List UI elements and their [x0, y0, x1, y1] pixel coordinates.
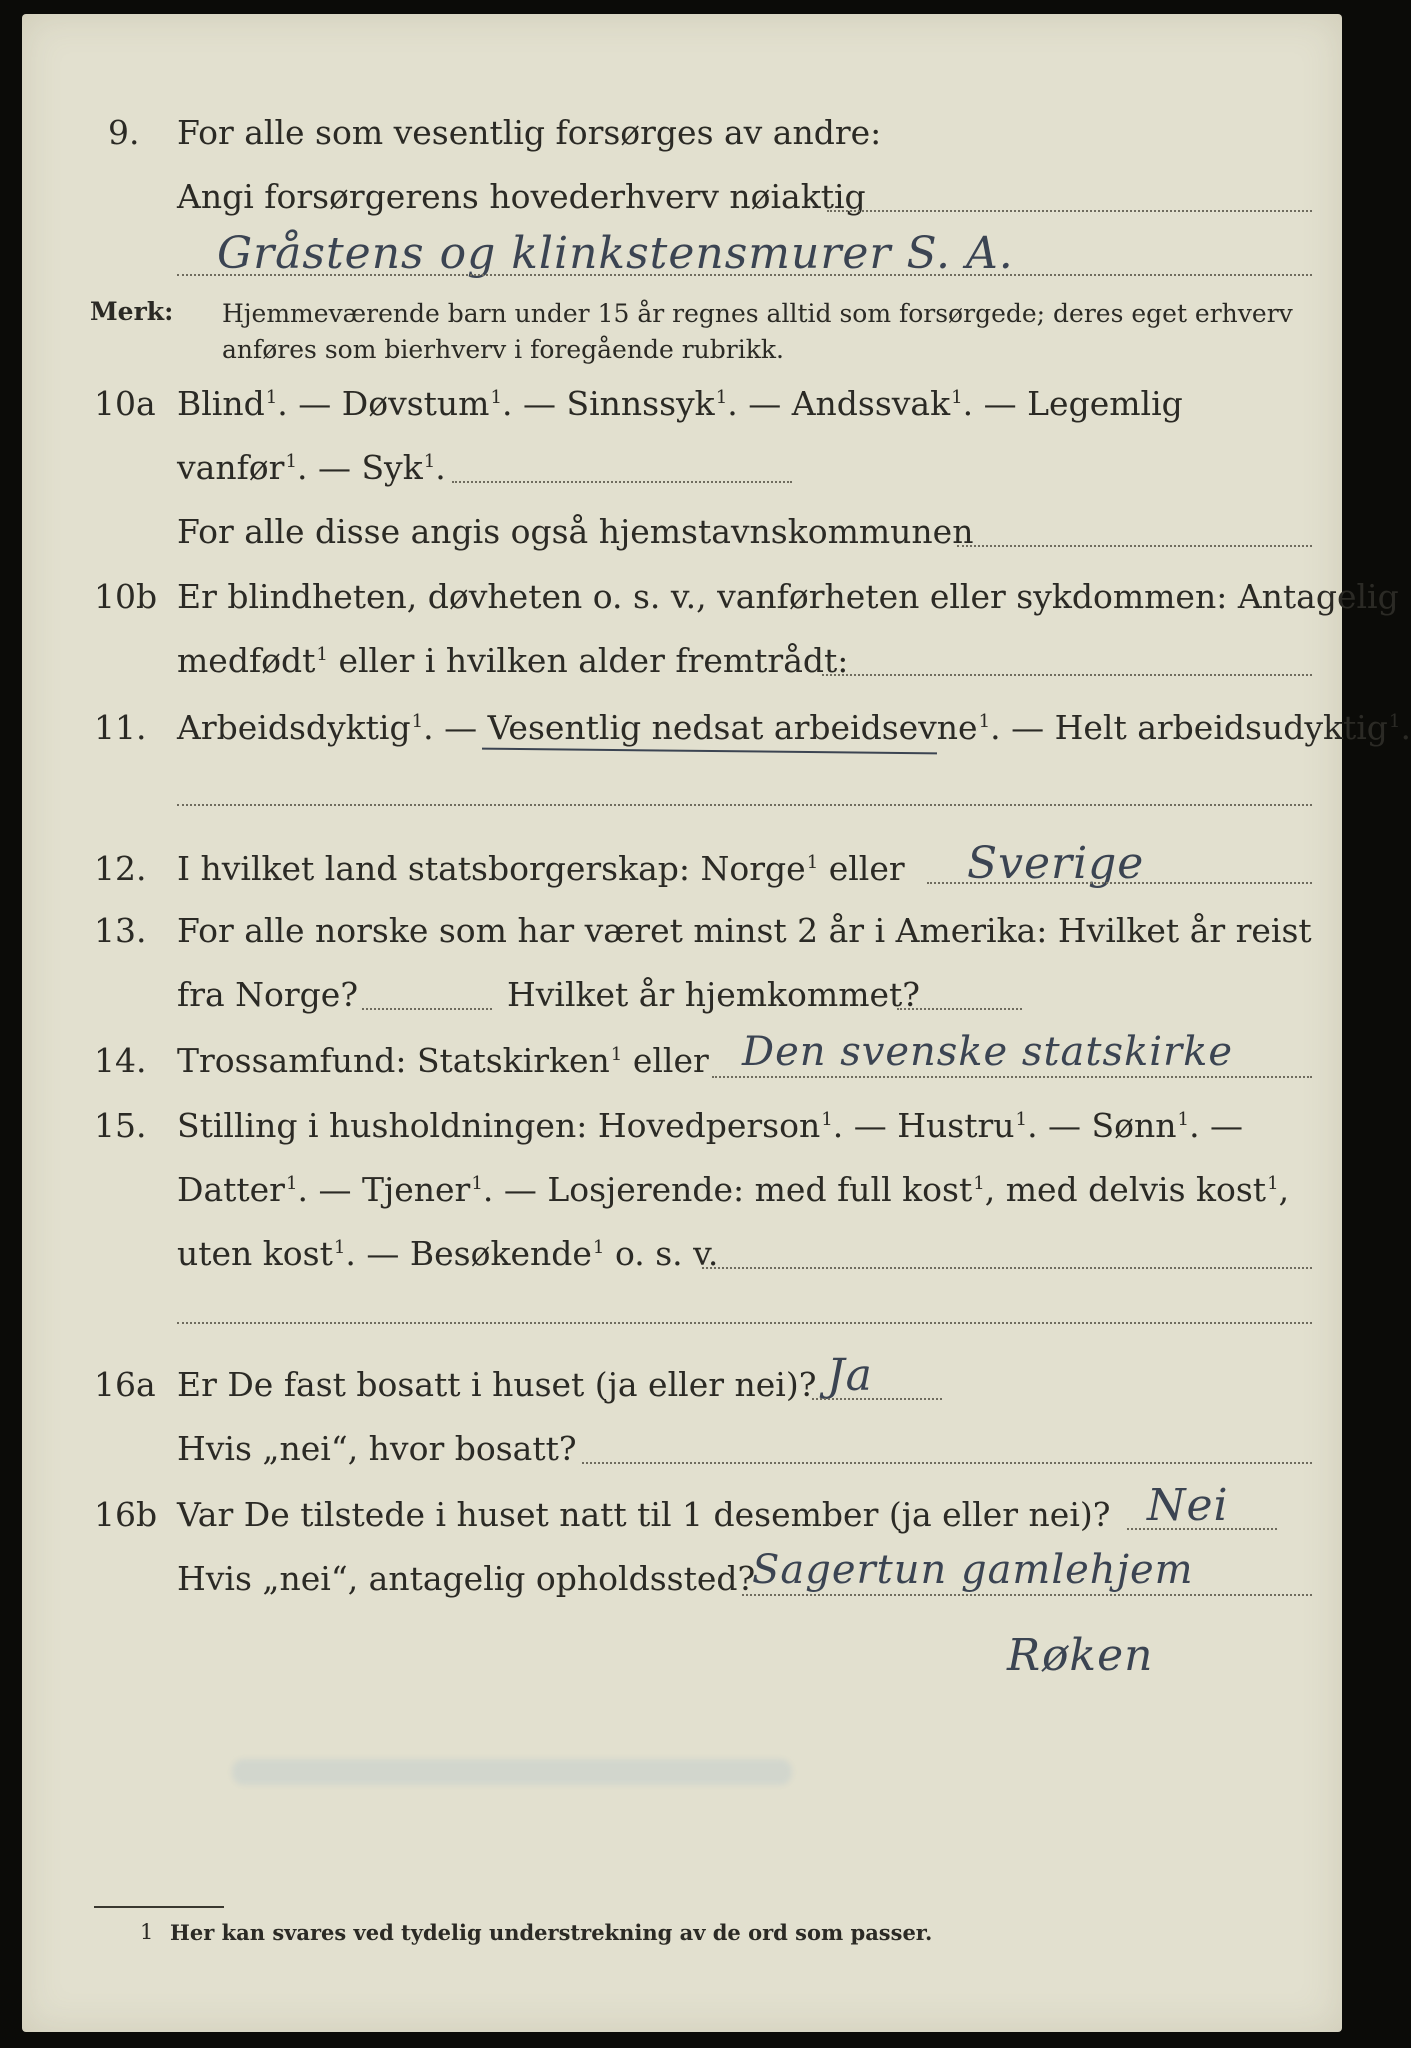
q15-line2: Datter$^1$. — Tjener$^1$. — Losjerende: med full kost$^1$, med delvis kost$^1$, [177, 1170, 1290, 1209]
q16b-line1: Var De tilstede i huset natt til 1 desember (ja eller nei)? [177, 1495, 1111, 1534]
q9-number: 9. [108, 113, 140, 152]
q12-line: I hvilket land statsborgerskap: Norge$^1$ eller [177, 849, 905, 888]
q10a-syk-fill-line [452, 481, 792, 483]
q16b-line2: Hvis „nei“, antagelig opholdssted? [177, 1559, 756, 1598]
q10a-line2: vanfør$^1$. — Syk$^1$. [177, 448, 446, 487]
q11-fill-line [177, 804, 1312, 806]
footnote-mark: 1 [140, 1920, 154, 1944]
faded-stamp [232, 1759, 792, 1785]
q9-line1: For alle som vesentlig forsørges av andre: [177, 113, 882, 152]
q10a-line1: Blind$^1$. — Døvstum$^1$. — Sinnssyk$^1$. — Andssvak$^1$. — Legemlig [177, 384, 1183, 423]
q9-answer: Gråstens og klinkstensmurer S. A. [217, 228, 1014, 279]
q14-fill-line [712, 1076, 1312, 1078]
q16b-answer1: Nei [1147, 1480, 1229, 1531]
merk-line2: anføres som bierhverv i foregående rubrikk. [222, 335, 784, 364]
q11-hand-underline [482, 748, 937, 755]
q15-extra-fill-line [177, 1322, 1312, 1324]
census-form-page [22, 14, 1411, 2032]
q16a-fill-line [812, 1398, 942, 1400]
q9-answer-line [177, 274, 1312, 276]
q15-number: 15. [94, 1106, 147, 1145]
q16a-number: 16a [94, 1365, 156, 1404]
q15-line1: Stilling i husholdningen: Hovedperson$^1$. — Hustru$^1$. — Sønn$^1$. — [177, 1106, 1244, 1145]
q10a-number: 10a [94, 384, 156, 423]
q11-line: Arbeidsdyktig$^1$. — Vesentlig nedsat arbeidsevne$^1$. — Helt arbeidsudyktig$^1$. [177, 708, 1411, 747]
q15-line3: uten kost$^1$. — Besøkende$^1$ o. s. v. [177, 1234, 719, 1273]
q13-reist-fill-line [362, 1008, 492, 1010]
footnote-text: Her kan svares ved tydelig understrekning av de ord som passer. [170, 1920, 933, 1945]
q14-line: Trossamfund: Statskirken$^1$ eller [177, 1041, 709, 1080]
q11-underlined-answer: Vesentlig nedsat arbeidsevne [487, 708, 978, 747]
q14-number: 14. [94, 1041, 147, 1080]
q13-line2b: Hvilket år hjemkommet? [507, 975, 920, 1014]
q11-number: 11. [94, 708, 147, 747]
q10a-hjemstavn-fill-line [957, 545, 1312, 547]
q13-line2a: fra Norge? [177, 975, 359, 1014]
q10b-number: 10b [94, 577, 158, 616]
q13-hjemkommet-fill-line [897, 1008, 1022, 1010]
q9-line2: Angi forsørgerens hovederhverv nøiaktig [177, 177, 866, 216]
q16b-opholdssted-fill-line [742, 1594, 1312, 1596]
q14-answer: Den svenske statskirke [742, 1029, 1234, 1075]
q16b-answer2: Sagertun gamlehjem [752, 1547, 1194, 1593]
q10b-line2: medfødt$^1$ eller i hvilken alder fremtrådt: [177, 641, 849, 680]
footnote-rule [94, 1906, 224, 1908]
q10b-fill-line [822, 674, 1312, 676]
q15-fill-line [702, 1267, 1312, 1269]
q13-line1: For alle norske som har været minst 2 år i Amerika: Hvilket år reist [177, 911, 1312, 950]
q12-number: 12. [94, 849, 147, 888]
q9-fill-line [827, 210, 1312, 212]
q16a-line2: Hvis „nei“, hvor bosatt? [177, 1429, 577, 1468]
q13-number: 13. [94, 911, 147, 950]
q16a-answer: Ja [827, 1350, 873, 1401]
merk-label: Merk: [90, 297, 174, 326]
q12-answer: Sverige [967, 838, 1145, 889]
q16b-answer3: Røken [1007, 1630, 1154, 1681]
q10b-line1: Er blindheten, døvheten o. s. v., vanførheten eller sykdommen: Antagelig [177, 577, 1399, 616]
q16a-bosatt-fill-line [582, 1462, 1312, 1464]
q10a-line3: For alle disse angis også hjemstavnskommunen [177, 512, 974, 551]
merk-line1: Hjemmeværende barn under 15 år regnes alltid som forsørgede; deres eget erhverv [222, 299, 1293, 328]
q16b-number: 16b [94, 1495, 158, 1534]
q16b-fill-line [1127, 1528, 1277, 1530]
q12-fill-line [927, 882, 1312, 884]
q16a-line1: Er De fast bosatt i huset (ja eller nei)? [177, 1365, 817, 1404]
